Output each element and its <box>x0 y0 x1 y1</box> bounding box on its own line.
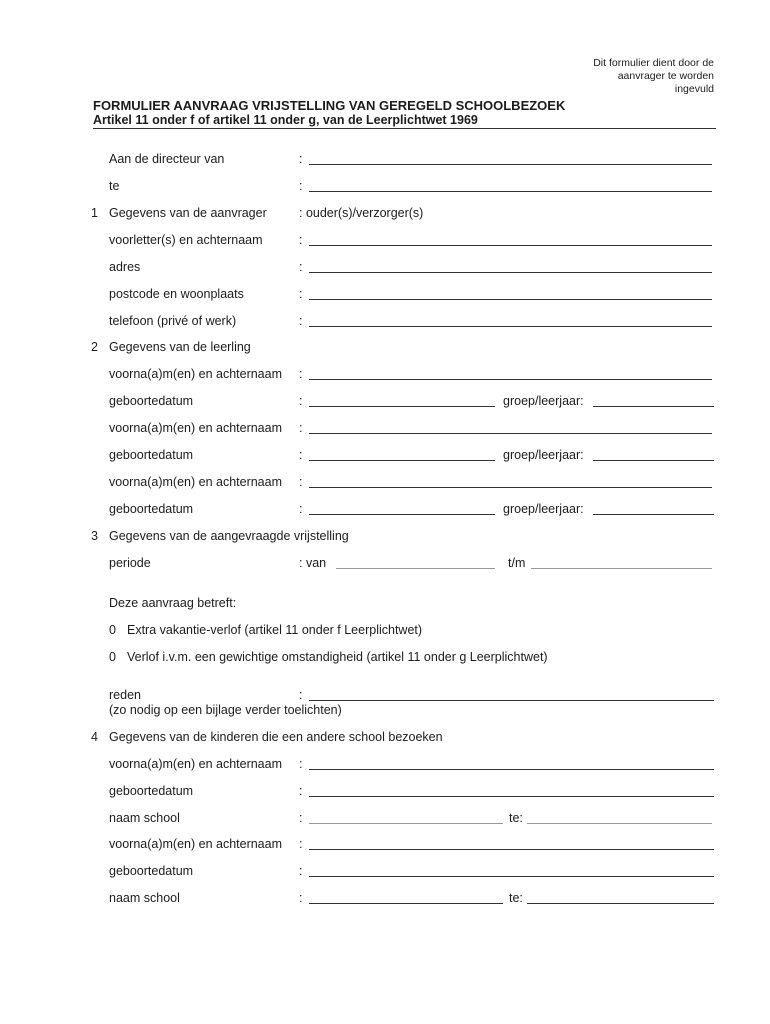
student-1-group-field[interactable] <box>593 406 714 407</box>
colon: : <box>299 260 303 274</box>
form-title: FORMULIER AANVRAAG VRIJSTELLING VAN GEREGELD SCHOOLBEZOEK <box>93 98 566 113</box>
label-student-name: voorna(a)m(en) en achternaam <box>109 475 282 489</box>
colon: : <box>299 784 303 798</box>
label-child-name: voorna(a)m(en) en achternaam <box>109 837 282 851</box>
colon: : <box>299 314 303 328</box>
label-school: naam school <box>109 891 180 905</box>
colon: : <box>299 688 303 702</box>
colon: : <box>299 367 303 381</box>
reason-note: (zo nodig op een bijlage verder toelichten) <box>109 703 342 717</box>
label-child-birth: geboortedatum <box>109 864 194 878</box>
colon: : <box>299 475 303 489</box>
reason-field[interactable] <box>309 700 714 701</box>
colon: : <box>299 152 303 166</box>
section-2-title: Gegevens van de leerling <box>109 340 251 354</box>
label-student-name: voorna(a)m(en) en achternaam <box>109 367 282 381</box>
label-address: adres <box>109 260 141 274</box>
label-reason: reden <box>109 688 141 702</box>
section-3-title: Gegevens van de aangevraagde vrijstelling <box>109 529 349 543</box>
colon: : <box>299 837 303 851</box>
colon: : <box>299 811 303 825</box>
label-school: naam school <box>109 811 180 825</box>
child-2-school-place-field[interactable] <box>527 903 714 904</box>
label-phone: telefoon (privé of werk) <box>109 314 237 328</box>
label-te: te <box>109 179 120 193</box>
child-2-birth-field[interactable] <box>309 876 714 877</box>
instruction-note <box>593 57 714 96</box>
label-child-name: voorna(a)m(en) en achternaam <box>109 757 282 771</box>
student-2-group-field[interactable] <box>593 460 714 461</box>
label-school-te: te: <box>509 891 523 905</box>
form-subtitle: Artikel 11 onder f of artikel 11 onder g, van de Leerplichtwet 1969 <box>93 113 478 127</box>
note-line-1: Dit formulier dient door de <box>593 57 714 69</box>
colon: : <box>299 233 303 247</box>
child-1-birth-field[interactable] <box>309 796 714 797</box>
child-2-name-field[interactable] <box>309 849 714 850</box>
section-1-number: 1 <box>91 206 98 220</box>
student-1-birth-field[interactable] <box>309 406 495 407</box>
option-2-checkbox[interactable]: 0 <box>109 650 116 664</box>
period-until-field[interactable] <box>531 568 712 569</box>
label-student-name: voorna(a)m(en) en achternaam <box>109 421 282 435</box>
section-4-number: 4 <box>91 730 98 744</box>
colon: : <box>299 394 303 408</box>
phone-field[interactable] <box>309 326 712 327</box>
note-line-2: aanvrager te worden <box>617 70 714 82</box>
colon: : <box>299 448 303 462</box>
option-2-label: Verlof i.v.m. een gewichtige omstandigheid (artikel 11 onder g Leerplichtwet) <box>127 650 548 664</box>
section-4-title: Gegevens van de kinderen die een andere school bezoeken <box>109 730 443 744</box>
student-3-name-field[interactable] <box>309 487 712 488</box>
colon: : <box>299 179 303 193</box>
child-1-school-field[interactable] <box>309 823 503 824</box>
student-2-name-field[interactable] <box>309 433 712 434</box>
label-group: groep/leerjaar: <box>503 394 584 408</box>
section-1-title: Gegevens van de aanvrager <box>109 206 267 220</box>
colon: : <box>299 502 303 516</box>
option-1-checkbox[interactable]: 0 <box>109 623 116 637</box>
note-line-3: ingevuld <box>674 83 714 95</box>
student-1-name-field[interactable] <box>309 379 712 380</box>
section-3-number: 3 <box>91 529 98 543</box>
label-school-te: te: <box>509 811 523 825</box>
title-rule <box>93 128 716 129</box>
label-period-from: : van <box>299 556 327 570</box>
directeur-field[interactable] <box>309 164 712 165</box>
label-concerns: Deze aanvraag betreft: <box>109 596 237 610</box>
label-group: groep/leerjaar: <box>503 502 584 516</box>
te-field[interactable] <box>309 191 712 192</box>
child-1-school-place-field[interactable] <box>527 823 712 824</box>
applicant-name-field[interactable] <box>309 245 712 246</box>
section-2-number: 2 <box>91 340 98 354</box>
label-student-birth: geboortedatum <box>109 448 194 462</box>
label-period-until: t/m <box>508 556 526 570</box>
student-3-birth-field[interactable] <box>309 514 495 515</box>
applicant-type: : ouder(s)/verzorger(s) <box>299 206 424 220</box>
colon: : <box>299 287 303 301</box>
student-3-group-field[interactable] <box>593 514 714 515</box>
option-1-label: Extra vakantie-verlof (artikel 11 onder f Leerplichtwet) <box>127 623 423 637</box>
label-postcode: postcode en woonplaats <box>109 287 244 301</box>
label-student-birth: geboortedatum <box>109 394 194 408</box>
child-2-school-field[interactable] <box>309 903 503 904</box>
student-2-birth-field[interactable] <box>309 460 495 461</box>
label-period: periode <box>109 556 151 570</box>
period-from-field[interactable] <box>336 568 495 569</box>
label-group: groep/leerjaar: <box>503 448 584 462</box>
label-directeur: Aan de directeur van <box>109 152 225 166</box>
label-child-birth: geboortedatum <box>109 784 194 798</box>
label-applicant-name: voorletter(s) en achternaam <box>109 233 263 247</box>
colon: : <box>299 421 303 435</box>
colon: : <box>299 757 303 771</box>
colon: : <box>299 864 303 878</box>
child-1-name-field[interactable] <box>309 769 714 770</box>
colon: : <box>299 891 303 905</box>
label-student-birth: geboortedatum <box>109 502 194 516</box>
postcode-field[interactable] <box>309 299 712 300</box>
address-field[interactable] <box>309 272 712 273</box>
